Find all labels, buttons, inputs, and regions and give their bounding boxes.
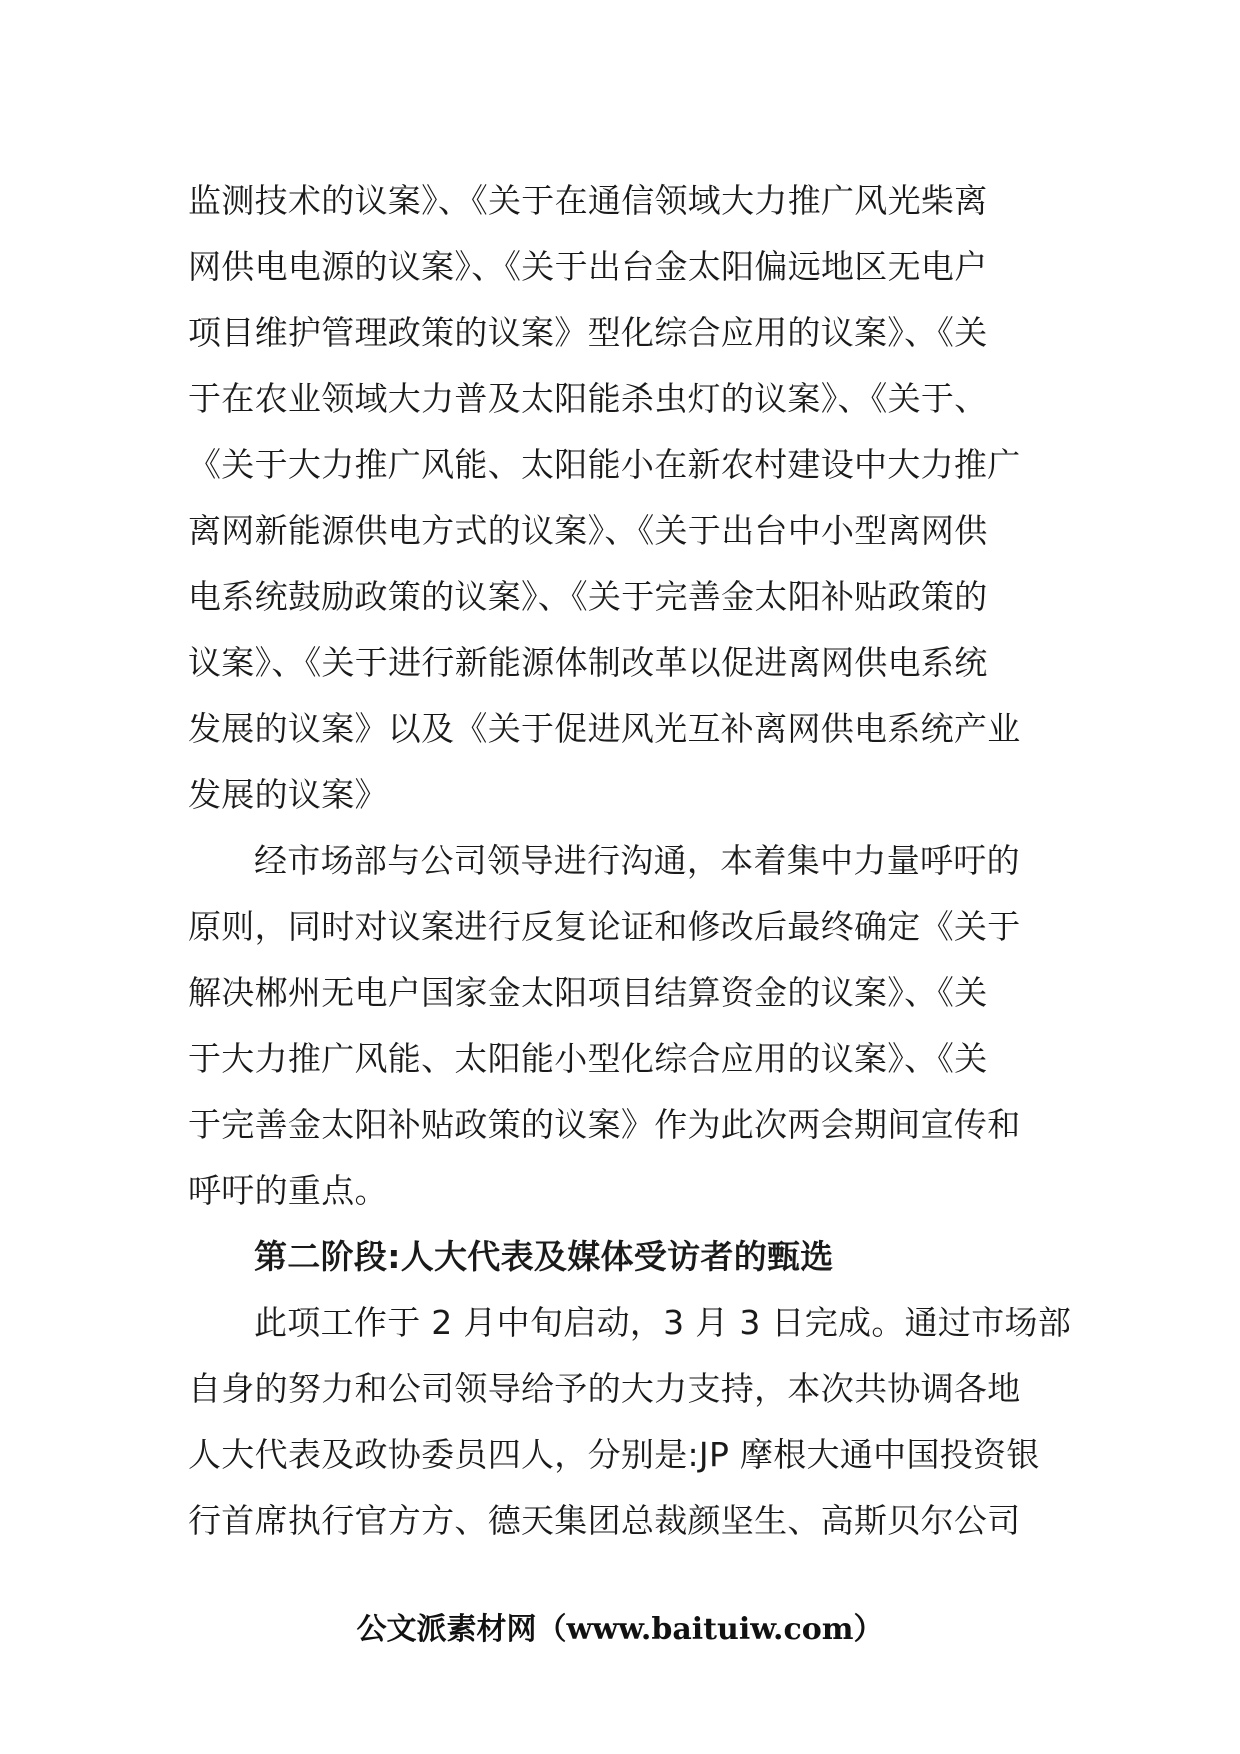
paragraph-line: 呼吁的重点。	[188, 1171, 388, 1210]
paragraph-line: 解决郴州无电户国家金太阳项目结算资金的议案》、《关	[188, 973, 988, 1012]
paragraph-line: 发展的议案》	[188, 775, 388, 814]
paragraph-line: 原则，同时对议案进行反复论证和修改后最终确定《关于	[188, 907, 1021, 946]
paragraph-line: 项目维护管理政策的议案》型化综合应用的议案》、《关	[188, 313, 988, 352]
paragraph-line: 自身的努力和公司领导给予的大力支持，本次共协调各地	[188, 1369, 1021, 1408]
footer-watermark: 公文派素材网（www.baituiw.com）	[356, 1612, 884, 1647]
paragraph-line: 电系统鼓励政策的议案》、《关于完善金太阳补贴政策的	[188, 577, 988, 616]
paragraph-line: 经市场部与公司领导进行沟通，本着集中力量呼吁的	[254, 841, 1020, 880]
paragraph-line: 此项工作于 2 月中旬启动，3 月 3 日完成。通过市场部	[254, 1303, 1072, 1342]
paragraph-line: 于在农业领域大力普及太阳能杀虫灯的议案》、《关于、	[188, 379, 988, 418]
paragraph-line: 人大代表及政协委员四人，分别是:JP 摩根大通中国投资银	[188, 1435, 1040, 1474]
paragraph-line: 《关于大力推广风能、太阳能小在新农村建设中大力推广	[188, 445, 1021, 484]
paragraph-line: 行首席执行官方方、德天集团总裁颜坚生、高斯贝尔公司	[188, 1501, 1021, 1540]
paragraph-line: 于完善金太阳补贴政策的议案》作为此次两会期间宣传和	[188, 1105, 1021, 1144]
paragraph-line: 议案》、《关于进行新能源体制改革以促进离网供电系统	[188, 643, 988, 682]
paragraph-line: 离网新能源供电方式的议案》、《关于出台中小型离网供	[188, 511, 988, 550]
paragraph-line: 于大力推广风能、太阳能小型化综合应用的议案》、《关	[188, 1039, 988, 1078]
section-heading: 第二阶段:人大代表及媒体受访者的甄选	[254, 1237, 834, 1276]
document-body	[188, 168, 1088, 1554]
paragraph-line: 网供电电源的议案》、《关于出台金太阳偏远地区无电户	[188, 247, 988, 286]
paragraph-line: 发展的议案》以及《关于促进风光互补离网供电系统产业	[188, 709, 1021, 748]
paragraph-line: 监测技术的议案》、《关于在通信领域大力推广风光柴离	[188, 181, 988, 220]
